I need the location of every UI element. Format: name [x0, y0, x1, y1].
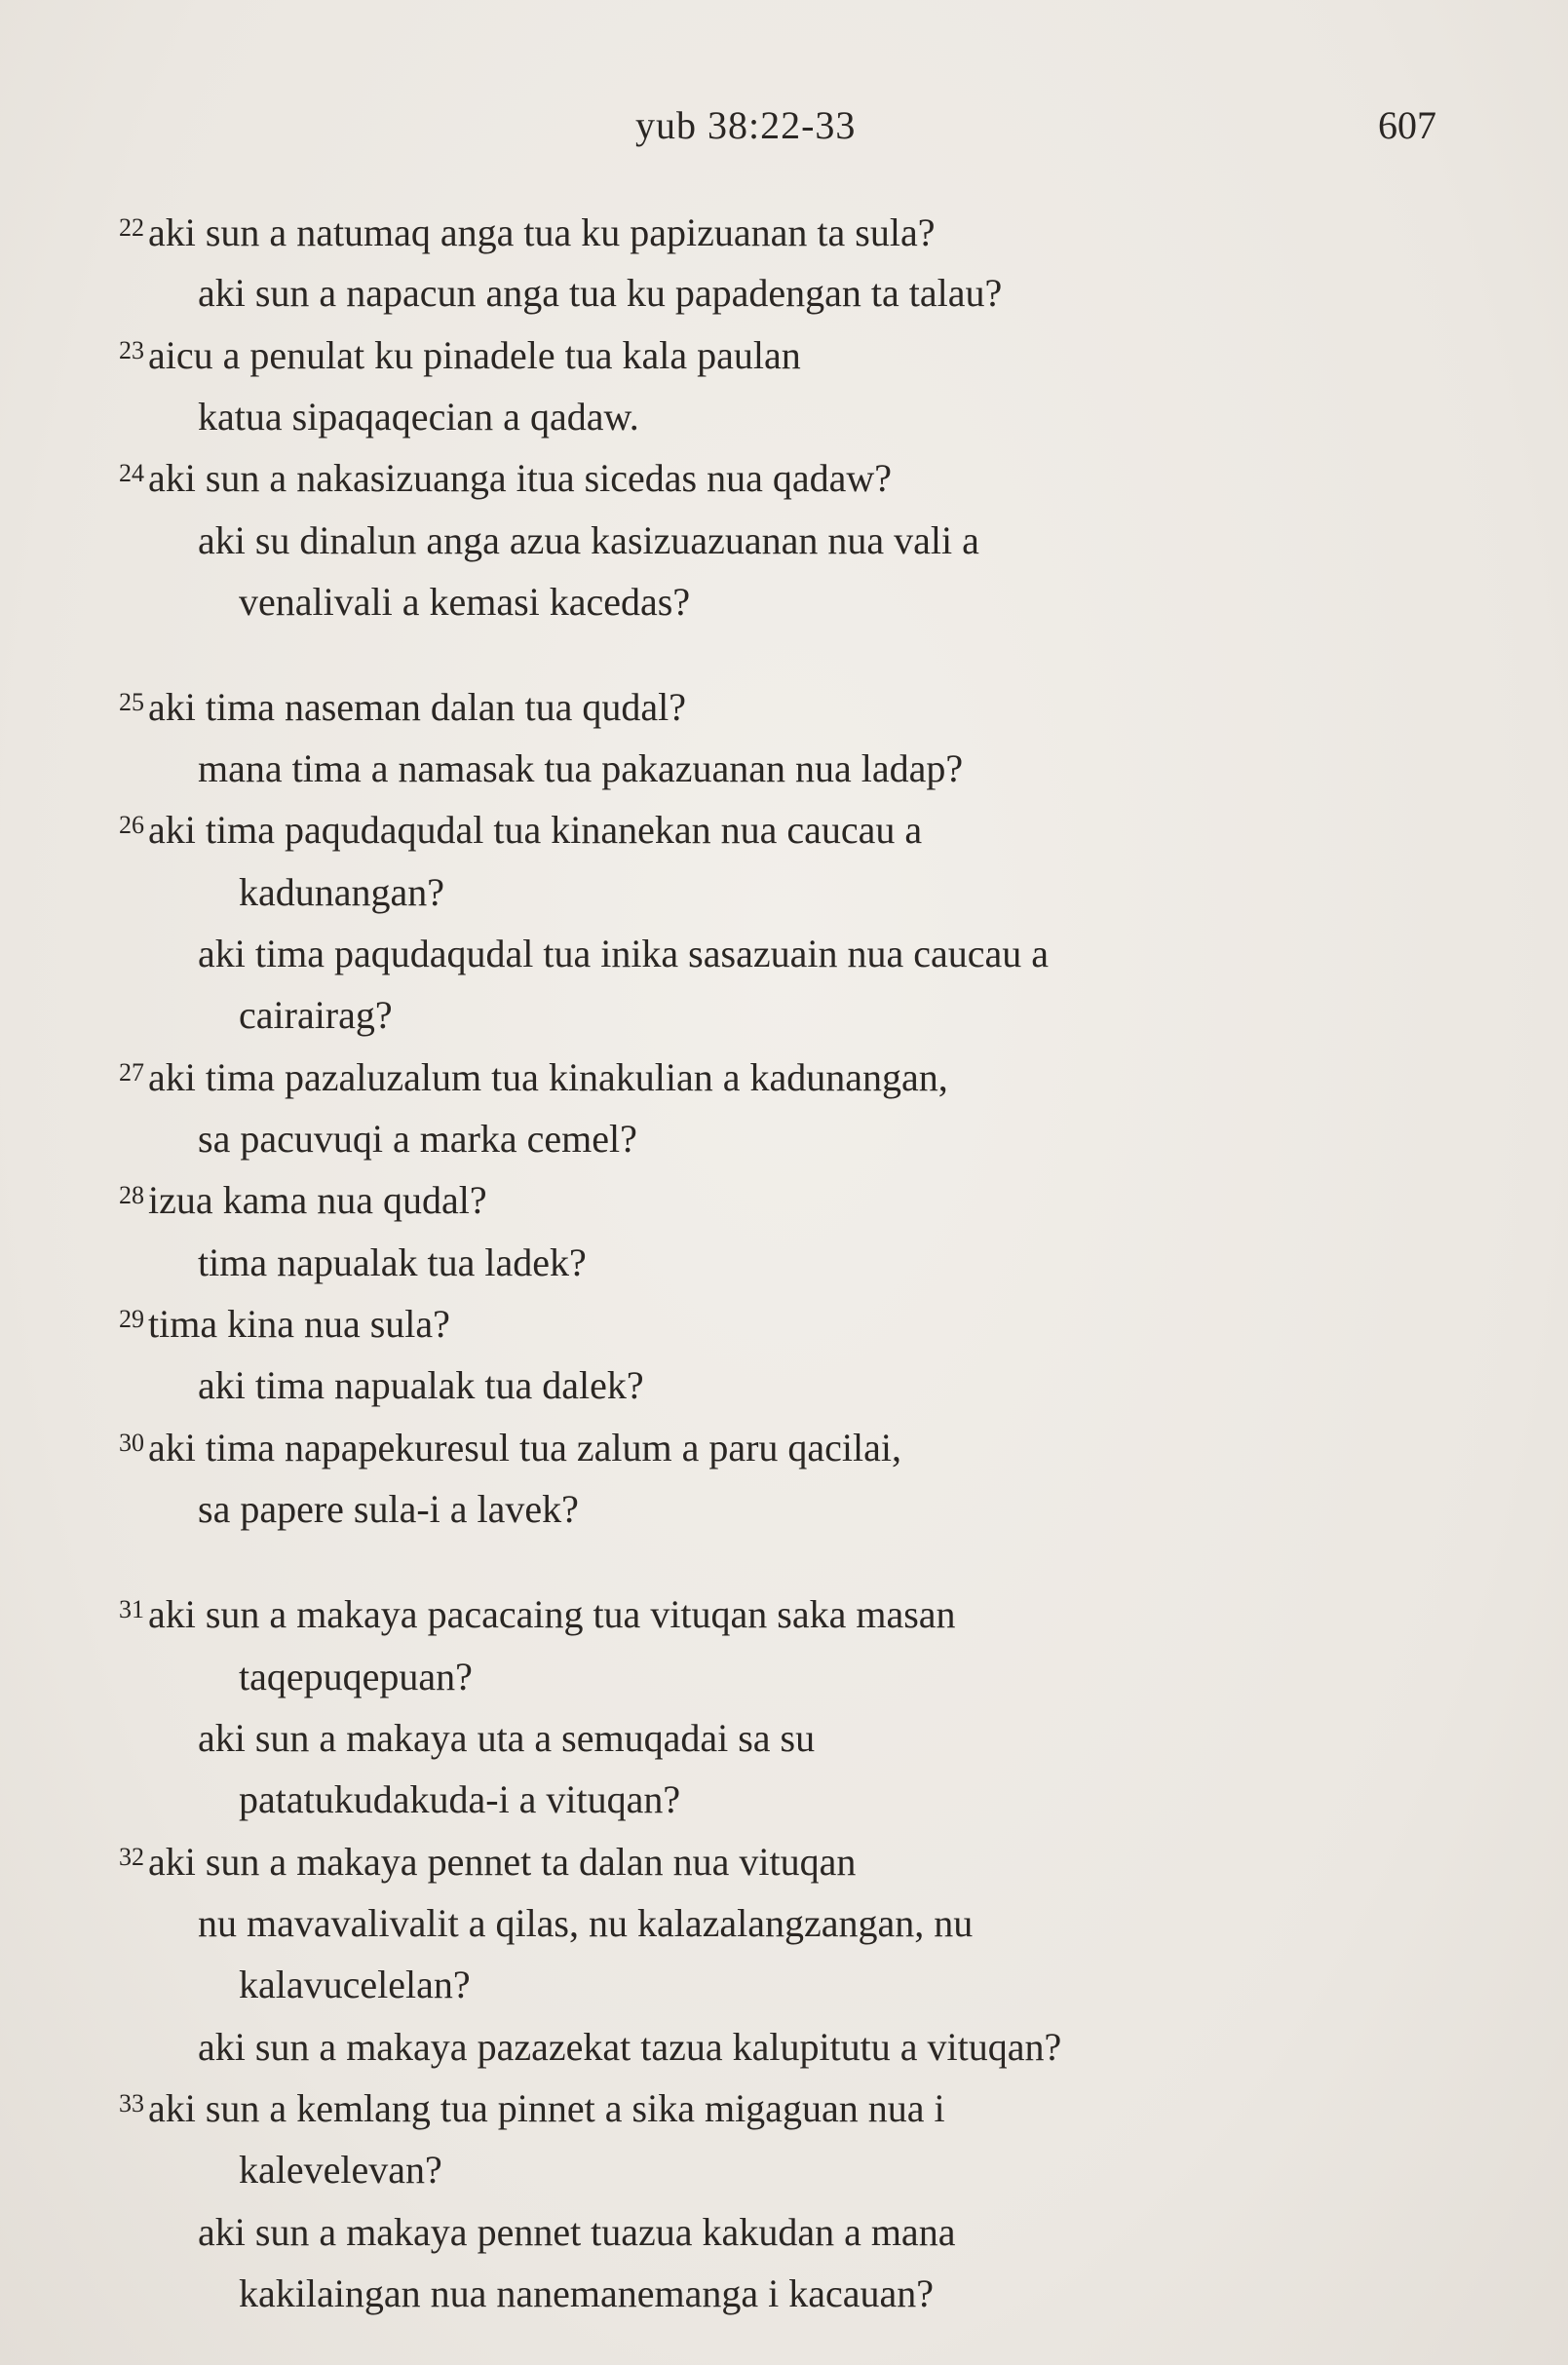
verse-31-line-3: aki sun a makaya uta a semuqadai sa su — [198, 1716, 816, 1760]
verse-27-line-1: $^{27}$ aki tima pazaluzalum tua kinakulian a kadunangan, — [119, 1055, 948, 1099]
verse-28-line-2: tima napualak tua ladek? — [198, 1240, 587, 1284]
verse-31-line-2: taqepuqepuan? — [239, 1655, 473, 1698]
verse-27-line-2: sa pacuvuqi a marka cemel? — [198, 1117, 637, 1161]
verse-number: 25 — [119, 688, 144, 716]
verse-number: 22 — [119, 213, 144, 242]
page-number: 607 — [1378, 103, 1436, 147]
verse-30-line-1: $^{30}$ aki tima napapekuresul tua zalum a paru qacilai, — [119, 1426, 902, 1469]
verse-number: 28 — [119, 1181, 144, 1209]
verse-31-line-1: $^{31}$ aki sun a makaya pacacaing tua vituqan saka masan — [119, 1592, 956, 1636]
verse-22-line-2: aki sun a napacun anga tua ku papadengan ta talau? — [198, 271, 1003, 315]
verse-32-line-3: kalavucelelan? — [239, 1963, 471, 2006]
verse-32-line-4: aki sun a makaya pazazekat tazua kalupitutu a vituqan? — [198, 2025, 1062, 2069]
verse-number: 24 — [119, 459, 144, 487]
verse-29-line-2: aki tima napualak tua dalek? — [198, 1363, 644, 1407]
verse-32-line-1: $^{32}$ aki sun a makaya pennet ta dalan nua vituqan — [119, 1840, 857, 1884]
verse-33-line-4: kakilaingan nua nanemanemanga i kacauan? — [239, 2271, 934, 2315]
verse-22-line-1: $^{22}$ aki sun a natumaq anga tua ku papizuanan ta sula? — [119, 210, 936, 254]
verse-24-line-1: $^{24}$ aki sun a nakasizuanga itua sicedas nua qadaw? — [119, 456, 893, 500]
verse-number: 31 — [119, 1595, 144, 1623]
verse-number: 23 — [119, 336, 144, 364]
verse-24-line-3: venalivali a kemasi kacedas? — [239, 580, 691, 624]
verse-number: 29 — [119, 1305, 144, 1333]
verse-28-line-1: $^{28}$ izua kama nua qudal? — [119, 1178, 487, 1222]
verse-number: 26 — [119, 811, 144, 839]
verse-26-line-2: kadunangan? — [239, 870, 445, 914]
verse-32-line-2: nu mavavalivalit a qilas, nu kalazalangzangan, nu — [198, 1901, 974, 1945]
chapter-reference: yub 38:22-33 — [635, 103, 857, 147]
verse-26-line-4: cairairag? — [239, 993, 393, 1037]
verse-number: 33 — [119, 2089, 144, 2117]
verse-25-line-1: $^{25}$ aki tima naseman dalan tua qudal? — [119, 685, 687, 729]
verse-33-line-3: aki sun a makaya pennet tuazua kakudan a mana — [198, 2210, 956, 2254]
verse-29-line-1: $^{29}$ tima kina nua sula? — [119, 1302, 450, 1346]
verse-33-line-1: $^{33}$ aki sun a kemlang tua pinnet a sika migaguan nua i — [119, 2086, 945, 2130]
verse-31-line-4: patatukudakuda-i a vituqan? — [239, 1777, 681, 1821]
verse-number: 30 — [119, 1429, 144, 1457]
verse-26-line-1: $^{26}$ aki tima paqudaqudal tua kinanekan nua caucau a — [119, 808, 923, 852]
verse-23-line-1: $^{23}$ aicu a penulat ku pinadele tua kala paulan — [119, 333, 801, 377]
verse-24-line-2: aki su dinalun anga azua kasizuazuanan nua vali a — [198, 518, 979, 562]
verse-23-line-2: katua sipaqaqecian a qadaw. — [198, 395, 639, 439]
running-header — [0, 102, 1568, 161]
verse-25-line-2: mana tima a namasak tua pakazuanan nua ladap? — [198, 746, 964, 790]
verse-33-line-2: kalevelevan? — [239, 2148, 442, 2192]
verse-number: 27 — [119, 1058, 144, 1087]
verse-26-line-3: aki tima paqudaqudal tua inika sasazuain nua caucau a — [198, 932, 1049, 975]
verse-number: 32 — [119, 1843, 144, 1871]
verse-30-line-2: sa papere sula-i a lavek? — [198, 1487, 579, 1531]
